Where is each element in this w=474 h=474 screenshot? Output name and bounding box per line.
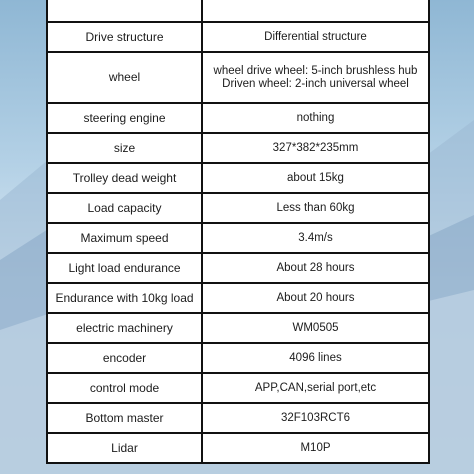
table-row xyxy=(47,373,429,403)
spec-table-container xyxy=(46,0,428,464)
spec-value: About 20 hours xyxy=(202,283,429,313)
table-row xyxy=(47,0,429,22)
spec-label: Endurance with 10kg load xyxy=(47,283,202,313)
spec-label: electric machinery xyxy=(47,313,202,343)
spec-value-line: Driven wheel: 2-inch universal wheel xyxy=(222,77,409,90)
spec-value: WM0505 xyxy=(202,313,429,343)
spec-value: 4096 lines xyxy=(202,343,429,373)
spec-label: Trolley dead weight xyxy=(47,163,202,193)
spec-label: control mode xyxy=(47,373,202,403)
spec-value xyxy=(202,0,429,22)
spec-value: 32F103RCT6 xyxy=(202,403,429,433)
spec-value: 327*382*235mm xyxy=(202,133,429,163)
table-row xyxy=(47,22,429,52)
table-row xyxy=(47,433,429,463)
table-row xyxy=(47,103,429,133)
spec-label: wheel xyxy=(47,52,202,103)
table-row xyxy=(47,133,429,163)
spec-label xyxy=(47,0,202,22)
spec-label: Maximum speed xyxy=(47,223,202,253)
spec-value: Differential structure xyxy=(202,22,429,52)
spec-value: about 15kg xyxy=(202,163,429,193)
spec-label: Light load endurance xyxy=(47,253,202,283)
spec-label: encoder xyxy=(47,343,202,373)
spec-value: About 28 hours xyxy=(202,253,429,283)
spec-value: Less than 60kg xyxy=(202,193,429,223)
spec-label: steering engine xyxy=(47,103,202,133)
spec-value-line: wheel drive wheel: 5-inch brushless hub xyxy=(213,64,418,77)
spec-value: M10P xyxy=(202,433,429,463)
table-row xyxy=(47,313,429,343)
spec-label: Lidar xyxy=(47,433,202,463)
spec-value xyxy=(202,52,429,103)
spec-label: Drive structure xyxy=(47,22,202,52)
table-row xyxy=(47,403,429,433)
table-row xyxy=(47,52,429,103)
table-row xyxy=(47,253,429,283)
table-row xyxy=(47,283,429,313)
spec-table xyxy=(46,0,430,464)
table-row xyxy=(47,193,429,223)
spec-label: Load capacity xyxy=(47,193,202,223)
table-row xyxy=(47,343,429,373)
table-row xyxy=(47,223,429,253)
table-row xyxy=(47,163,429,193)
spec-value: APP,CAN,serial port,etc xyxy=(202,373,429,403)
spec-value: nothing xyxy=(202,103,429,133)
spec-value: 3.4m/s xyxy=(202,223,429,253)
spec-label: size xyxy=(47,133,202,163)
spec-label: Bottom master xyxy=(47,403,202,433)
